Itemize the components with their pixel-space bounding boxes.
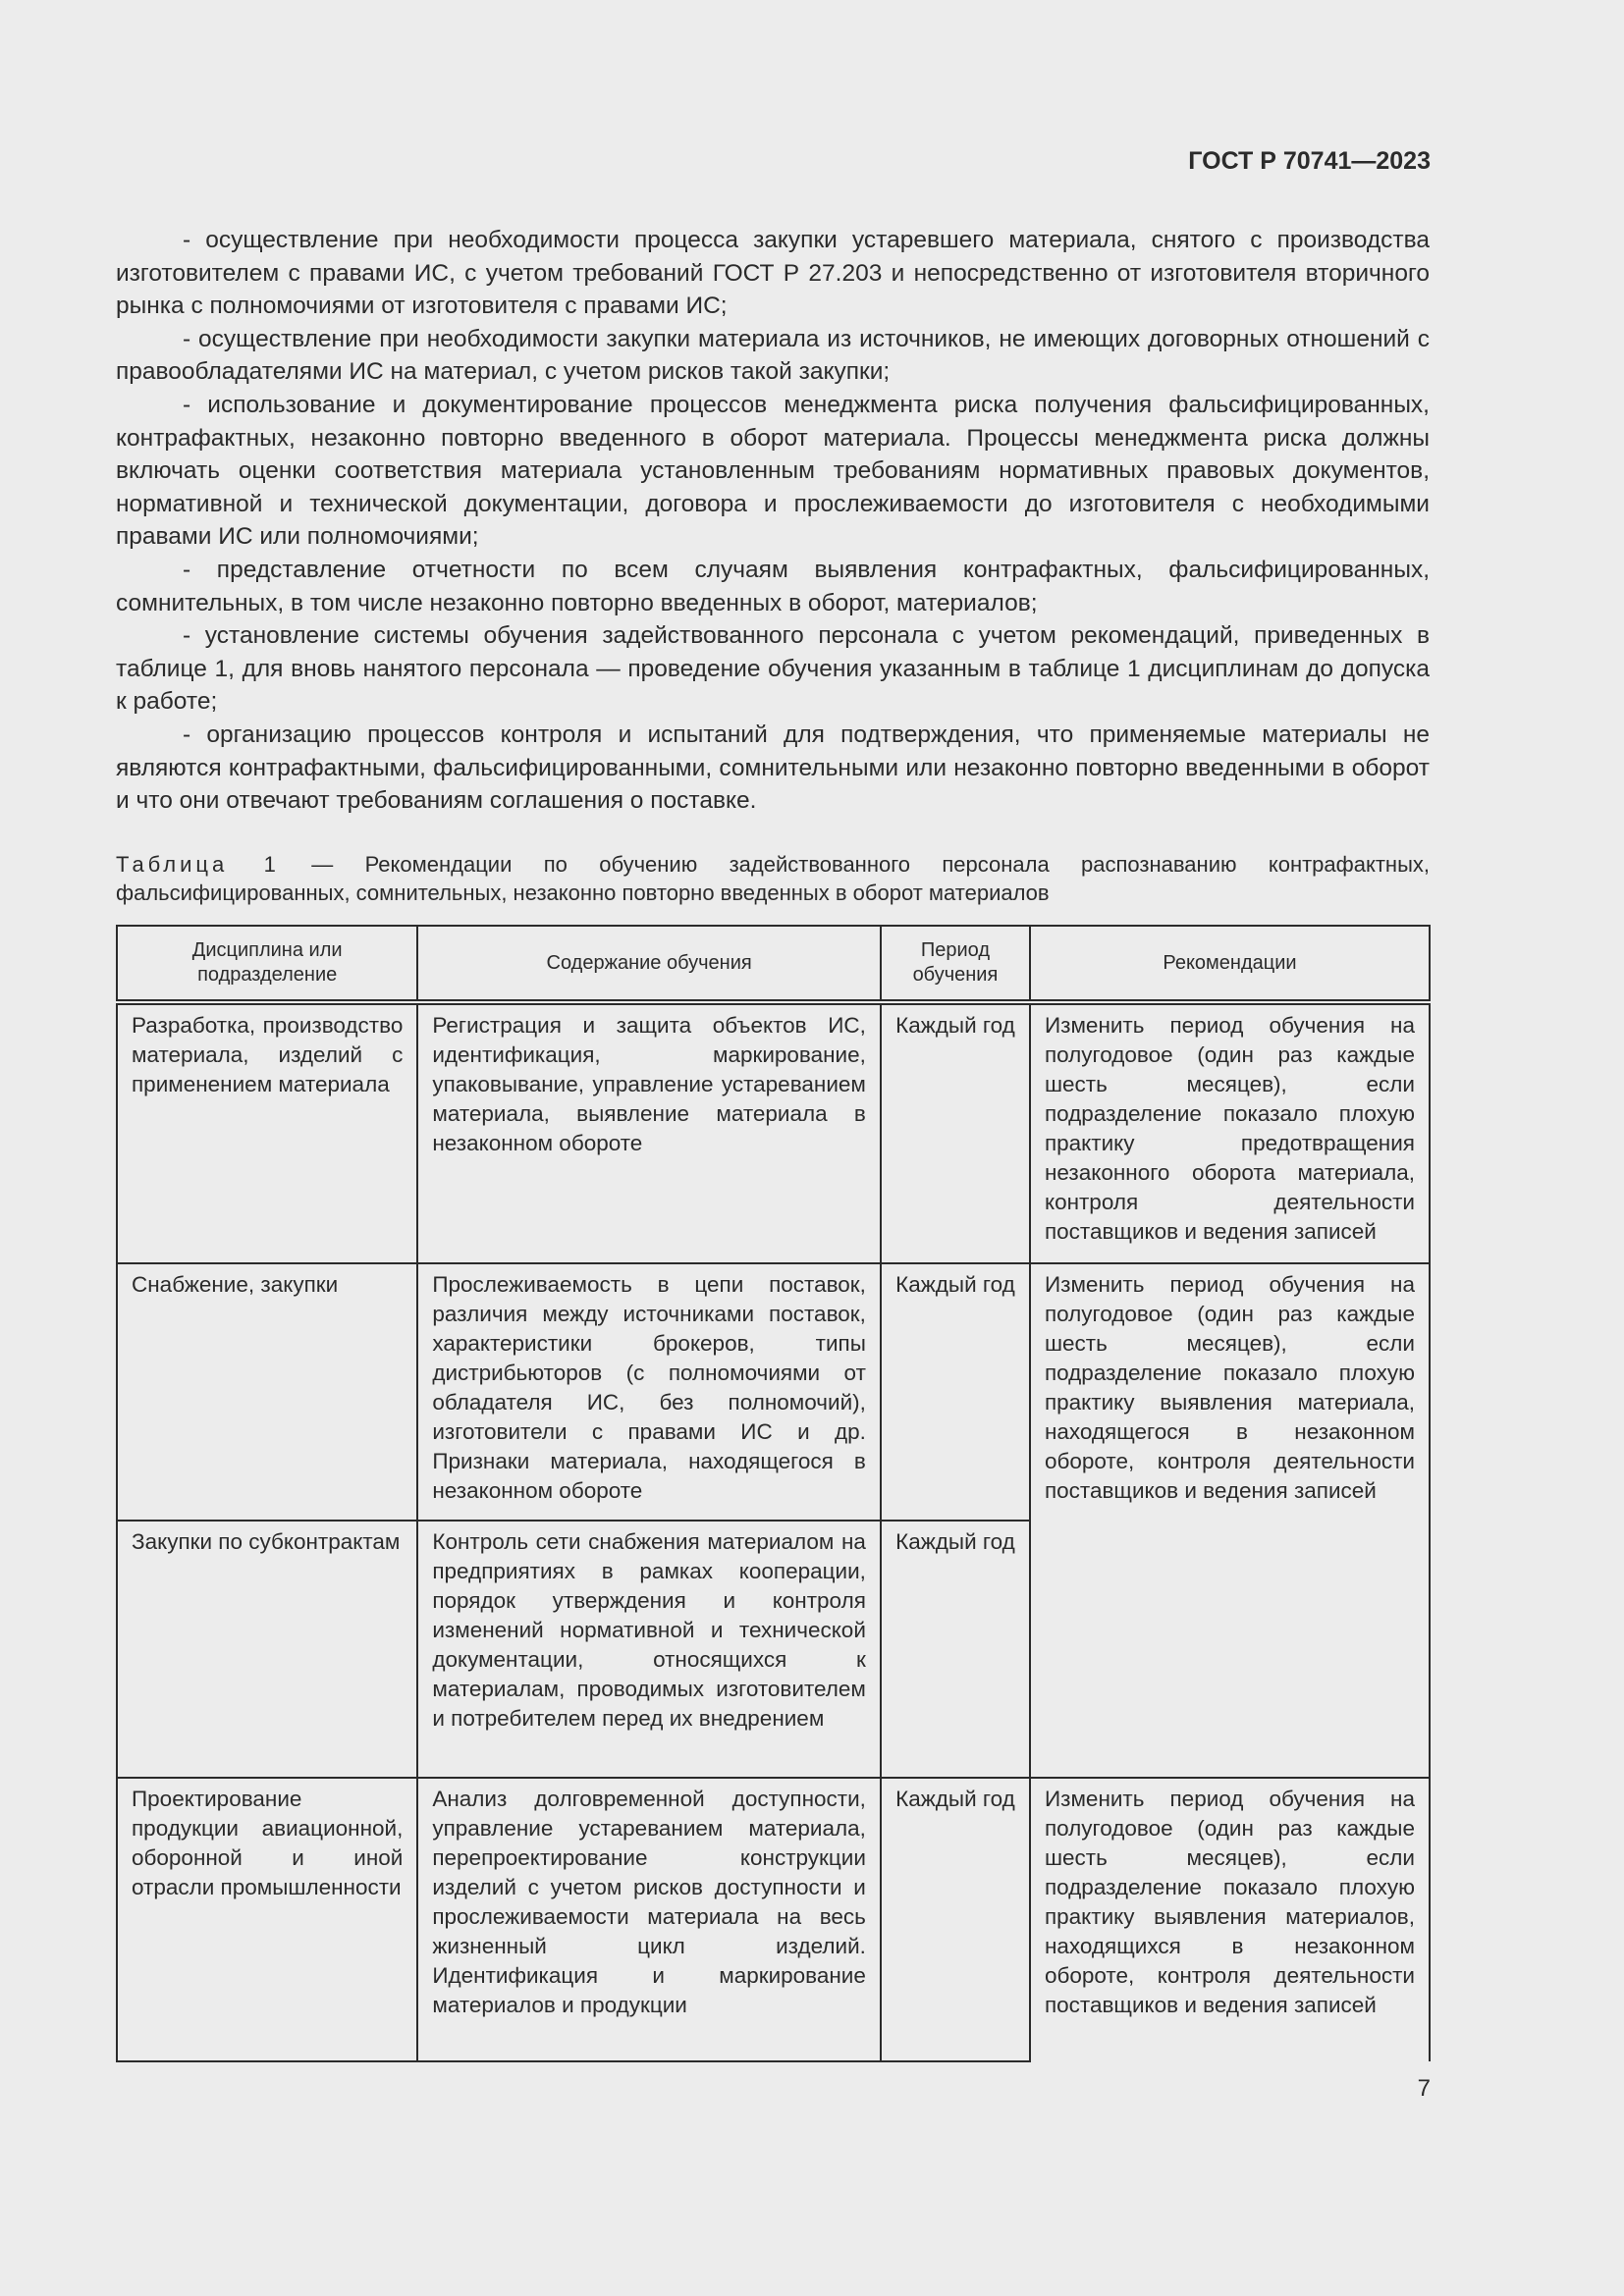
cell-content: Анализ долговременной доступности, управление устареванием материала, перепроектирование конструкции изделий с учетом рисков доступности и прослеживаемости материала на весь жизненный цикл изделий. Идентификация и маркирование материалов и продукции xyxy=(417,1778,881,2061)
cell-recommendation: Изменить период обучения на полугодовое (один раз каждые шесть месяцев), если подразделение показало плохую практику предотвращения незаконного оборота материала, контроля деятельности поставщиков и ведения записей xyxy=(1030,1002,1430,1263)
table-header-row xyxy=(117,926,1430,1002)
cell-content: Прослеживаемость в цепи поставок, различия между источниками поставок, характеристики брокеров, типы дистрибьюторов (с полномочиями от обладателя ИС, без полномочий), изготовители с правами ИС и др. Признаки материала, находящегося в незаконном обороте xyxy=(417,1263,881,1521)
cell-discipline: Закупки по субконтрактам xyxy=(117,1521,417,1778)
cell-period: Каждый год xyxy=(881,1263,1030,1521)
paragraph: - использование и документирование процессов менеджмента риска получения фальсифицированных, контрафактных, незаконно повторно введенного в оборот материала. Процессы менеджмента риска должны включать оценки соответствия материала установленным требованиям нормативных правовых документов, нормативной и технической документации, договора и прослеживаемости до изготовителя с необходимыми правами ИС или полномочиями; xyxy=(116,391,1430,551)
header-discipline: Дисциплина или подразделение xyxy=(117,926,417,1002)
table-caption-label: Таблица 1 xyxy=(116,852,280,877)
cell-period: Каждый год xyxy=(881,1778,1030,2061)
cell-content: Регистрация и защита объектов ИС, идентификация, маркирование, упаковывание, управление устареванием материала, выявление материала в незаконном обороте xyxy=(417,1002,881,1263)
document-id: ГОСТ Р 70741—2023 xyxy=(1188,147,1431,175)
table-caption xyxy=(116,850,1430,907)
paragraph: - установление системы обучения задействованного персонала с учетом рекомендаций, приведенных в таблице 1, для вновь нанятого персонала — проведение обучения указанным в таблице 1 дисциплинам до допуска к работе; xyxy=(116,622,1430,716)
page-number: 7 xyxy=(1417,2075,1431,2102)
body-text xyxy=(116,224,1430,818)
cell-discipline: Проектирование продукции авиационной, оборонной и иной отрасли промышленности xyxy=(117,1778,417,2061)
table-row xyxy=(117,1002,1430,1263)
table-caption-text: — Рекомендации по обучению задействованного персонала распознаванию контрафактных, фальсифицированных, сомнительных, незаконно повторно введенных в оборот материалов xyxy=(116,852,1431,905)
cell-period: Каждый год xyxy=(881,1002,1030,1263)
paragraph: - осуществление при необходимости закупки материала из источников, не имеющих договорных отношений с правообладателями ИС на материал, с учетом рисков такой закупки; xyxy=(116,325,1430,386)
header-period: Период обучения xyxy=(881,926,1030,1002)
header-recommendations: Рекомендации xyxy=(1030,926,1430,1002)
paragraph: - представление отчетности по всем случаям выявления контрафактных, фальсифицированных, сомнительных, в том числе незаконно повторно введенных в оборот, материалов; xyxy=(116,556,1430,616)
cell-period: Каждый год xyxy=(881,1521,1030,1778)
cell-recommendation: Изменить период обучения на полугодовое (один раз каждые шесть месяцев), если подразделение показало плохую практику выявления материалов, находящихся в незаконном обороте, контроля деятельности поставщиков и ведения записей xyxy=(1030,1778,1430,2061)
cell-discipline: Снабжение, закупки xyxy=(117,1263,417,1521)
paragraph: - организацию процессов контроля и испытаний для подтверждения, что применяемые материалы не являются контрафактными, фальсифицированными, сомнительными или незаконно повторно введенными в оборот и что они отвечают требованиям соглашения о поставке. xyxy=(116,721,1430,815)
table-row xyxy=(117,1778,1430,2061)
cell-recommendation: Изменить период обучения на полугодовое (один раз каждые шесть месяцев), если подразделение показало плохую практику выявления материала, находящегося в незаконном обороте, контроля деятельности поставщиков и ведения записей xyxy=(1030,1263,1430,1778)
header-content: Содержание обучения xyxy=(417,926,881,1002)
cell-discipline: Разработка, производство материала, изделий с применением материала xyxy=(117,1002,417,1263)
table-row xyxy=(117,1263,1430,1521)
paragraph: - осуществление при необходимости процесса закупки устаревшего материала, снятого с производства изготовителем с правами ИС, с учетом требований ГОСТ Р 27.203 и непосредственно от изготовителя вторичного рынка с полномочиями от изготовителя с правами ИС; xyxy=(116,227,1430,320)
cell-content: Контроль сети снабжения материалом на предприятиях в рамках кооперации, порядок утверждения и контроля изменений нормативной и технической документации, относящихся к материалам, проводимых изготовителем и потребителем перед их внедрением xyxy=(417,1521,881,1778)
training-table xyxy=(116,925,1431,2062)
